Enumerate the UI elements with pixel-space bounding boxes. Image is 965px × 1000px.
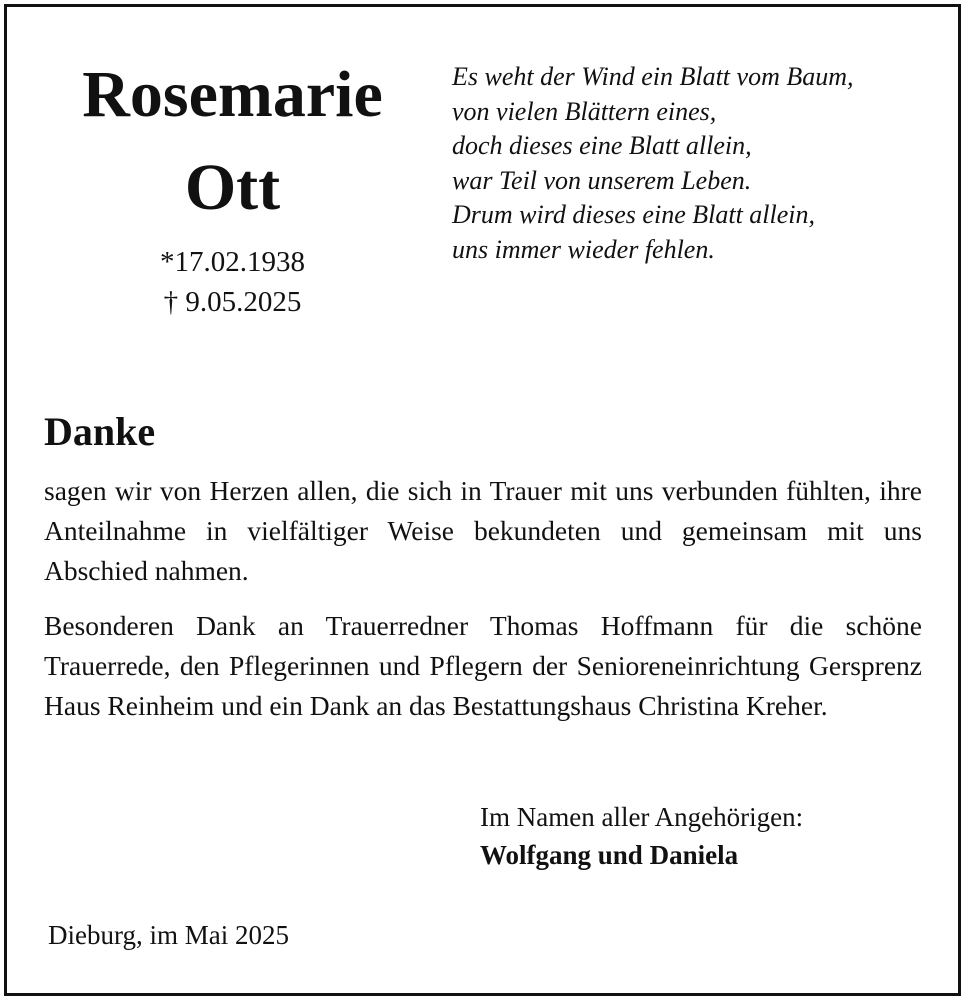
poem-line: Es weht der Wind ein Blatt vom Baum, [452,62,854,91]
birth-date: *17.02.1938 [160,246,305,278]
signature-intro: Im Namen aller Angehörigen: [480,802,804,832]
death-date: † 9.05.2025 [163,286,302,318]
last-name: Ott [184,151,281,224]
thanks-paragraph: sagen wir von Herzen allen, die sich in Trauer mit uns verbunden fühlten, ihre Anteilnahme in vielfältiger Weise bekundeten und gemeinsam mit uns Abschied nahmen. [44,475,922,586]
poem [452,60,854,268]
poem-line: doch dieses eine Blatt allein, [452,131,752,161]
thanks-paragraph: Besonderen Dank an Trauerredner Thomas Hoffmann für die schöne Trauerrede, den Pflegerinnen und Pflegern der Senioreneinrichtung Gersprenz Haus Reinheim und ein Dank an das Bestattungshaus Christina Kreher. [44,610,922,721]
first-name: Rosemarie [82,58,383,131]
poem-line: uns immer wieder fehlen. [452,234,715,264]
poem-line: von vielen Blättern eines, [452,96,717,126]
poem-line: Drum wird dieses eine Blatt allein, [452,200,815,230]
poem-line: war Teil von unserem Leben. [452,165,752,195]
signature-names: Wolfgang und Daniela [480,840,739,870]
place-date: Dieburg, im Mai 2025 [48,920,289,950]
heading: Danke [44,409,156,454]
